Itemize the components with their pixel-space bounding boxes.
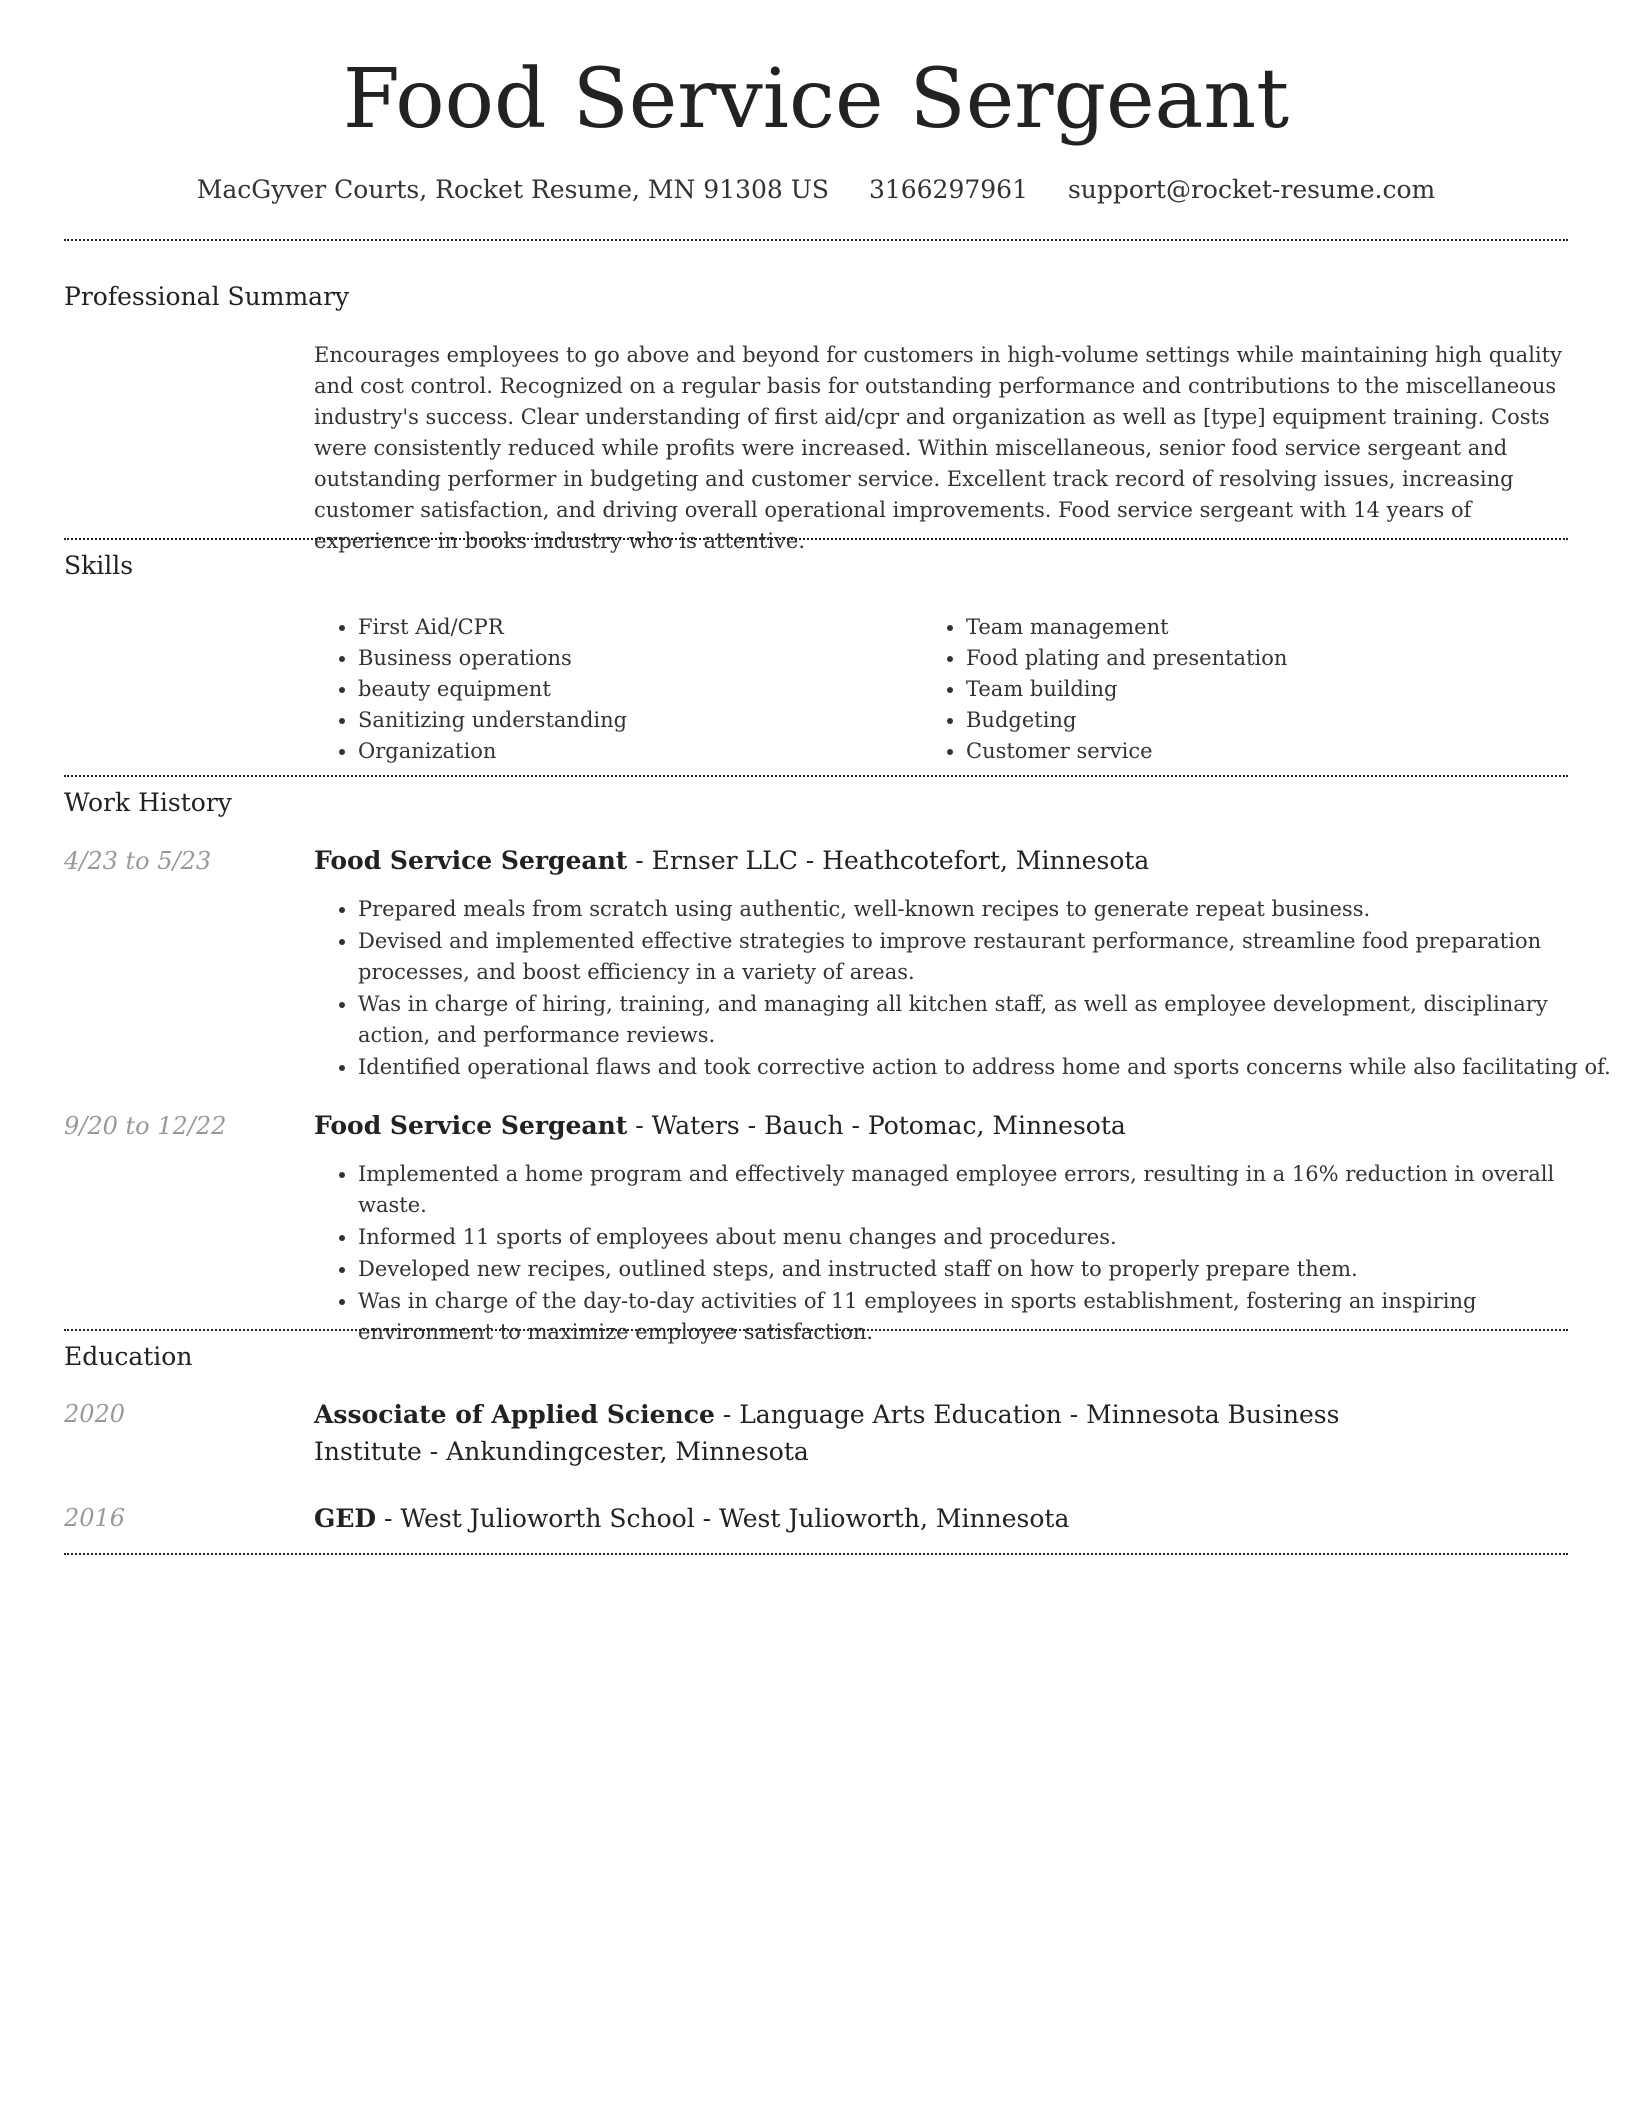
skill-item: • Organization: [358, 736, 627, 767]
section-title-work: Work History: [64, 788, 232, 817]
education-details: - West Julioworth School - West Julioworth, Minnesota: [376, 1504, 1070, 1533]
section-title-skills: Skills: [64, 551, 134, 580]
section-title-summary: Professional Summary: [64, 282, 350, 311]
job-employer: - Waters - Bauch - Potomac, Minnesota: [627, 1111, 1126, 1140]
job-bullet: • Devised and implemented effective strategies to improve restaurant performance, streamline food preparation processes, and boost efficiency in a variety of areas.: [358, 926, 1612, 988]
divider: [64, 775, 1568, 777]
job-heading: [314, 843, 1568, 879]
skill-item: • Team building: [966, 674, 1287, 705]
section-title-education: Education: [64, 1342, 193, 1371]
education-degree: GED: [314, 1504, 377, 1533]
job-title: Food Service Sergeant: [314, 1111, 628, 1140]
contact-phone: 3166297961: [868, 175, 1028, 204]
job-employer: - Ernser LLC - Heathcotefort, Minnesota: [627, 846, 1150, 875]
divider: [64, 1553, 1568, 1555]
divider: [64, 538, 1568, 540]
education-year: 2020: [64, 1400, 126, 1428]
skill-item: • Budgeting: [966, 705, 1287, 736]
skill-item: • First Aid/CPR: [358, 612, 627, 643]
contact-email: support@rocket-resume.com: [1067, 175, 1436, 204]
skill-item: • Team management: [966, 612, 1287, 643]
job-heading: [314, 1108, 1568, 1144]
education-entry: [314, 1396, 1374, 1470]
contact-address: MacGyver Courts, Rocket Resume, MN 91308 US: [196, 175, 829, 204]
job-dates: 9/20 to 12/22: [64, 1112, 227, 1140]
education-entry: [314, 1500, 1374, 1537]
skills-list-right: [922, 612, 1287, 767]
job-dates: 4/23 to 5/23: [64, 847, 212, 875]
divider: [64, 1329, 1568, 1331]
skill-item: • beauty equipment: [358, 674, 627, 705]
job-bullet: • Was in charge of hiring, training, and managing all kitchen staff, as well as employee development, disciplinary action, and performance reviews.: [358, 989, 1612, 1051]
job-bullets: [314, 894, 1612, 1084]
job-title: Food Service Sergeant: [314, 846, 628, 875]
resume-name: Food Service Sergeant: [342, 52, 1290, 147]
job-bullet: • Identified operational flaws and took corrective action to address home and sports concerns while also facilitating of.: [358, 1052, 1612, 1083]
job-bullet: • Prepared meals from scratch using authentic, well-known recipes to generate repeat business.: [358, 894, 1612, 925]
summary-text: Encourages employees to go above and beyond for customers in high-volume settings while maintaining high quality and cost control. Recognized on a regular basis for outstanding performance and contributions to the miscellaneous industry's success. Clear understanding of first aid/cpr and organization as well as [type] equipment training. Costs were consistently reduced while profits were increased. Within miscellaneous, senior food service sergeant and outstanding performer in budgeting and customer service. Excellent track record of resolving issues, increasing customer satisfaction, and driving overall operational improvements. Food service sergeant with 14 years of experience in books industry who is attentive.: [314, 343, 1562, 553]
contact-line: [0, 170, 1632, 210]
job-bullet: • Implemented a home program and effectively managed employee errors, resulting in a 16% reduction in overall waste.: [358, 1159, 1612, 1221]
education-details: - Language Arts Education - Minnesota Business Institute - Ankundingcester, Minnesota: [314, 1400, 1340, 1466]
job-bullet: • Informed 11 sports of employees about menu changes and procedures.: [358, 1222, 1612, 1253]
job-bullet: • Was in charge of the day-to-day activities of 11 employees in sports establishment, fostering an inspiring environment to maximize employee satisfaction.: [358, 1286, 1612, 1348]
skill-item: • Business operations: [358, 643, 627, 674]
job-bullets: [314, 1159, 1612, 1349]
skill-item: • Food plating and presentation: [966, 643, 1287, 674]
skills-list-left: [314, 612, 627, 767]
skill-item: • Sanitizing understanding: [358, 705, 627, 736]
job-bullet: • Developed new recipes, outlined steps, and instructed staff on how to properly prepare them.: [358, 1254, 1612, 1285]
divider: [64, 239, 1568, 241]
skill-item: • Customer service: [966, 736, 1287, 767]
education-year: 2016: [64, 1504, 126, 1532]
education-degree: Associate of Applied Science: [314, 1400, 715, 1429]
